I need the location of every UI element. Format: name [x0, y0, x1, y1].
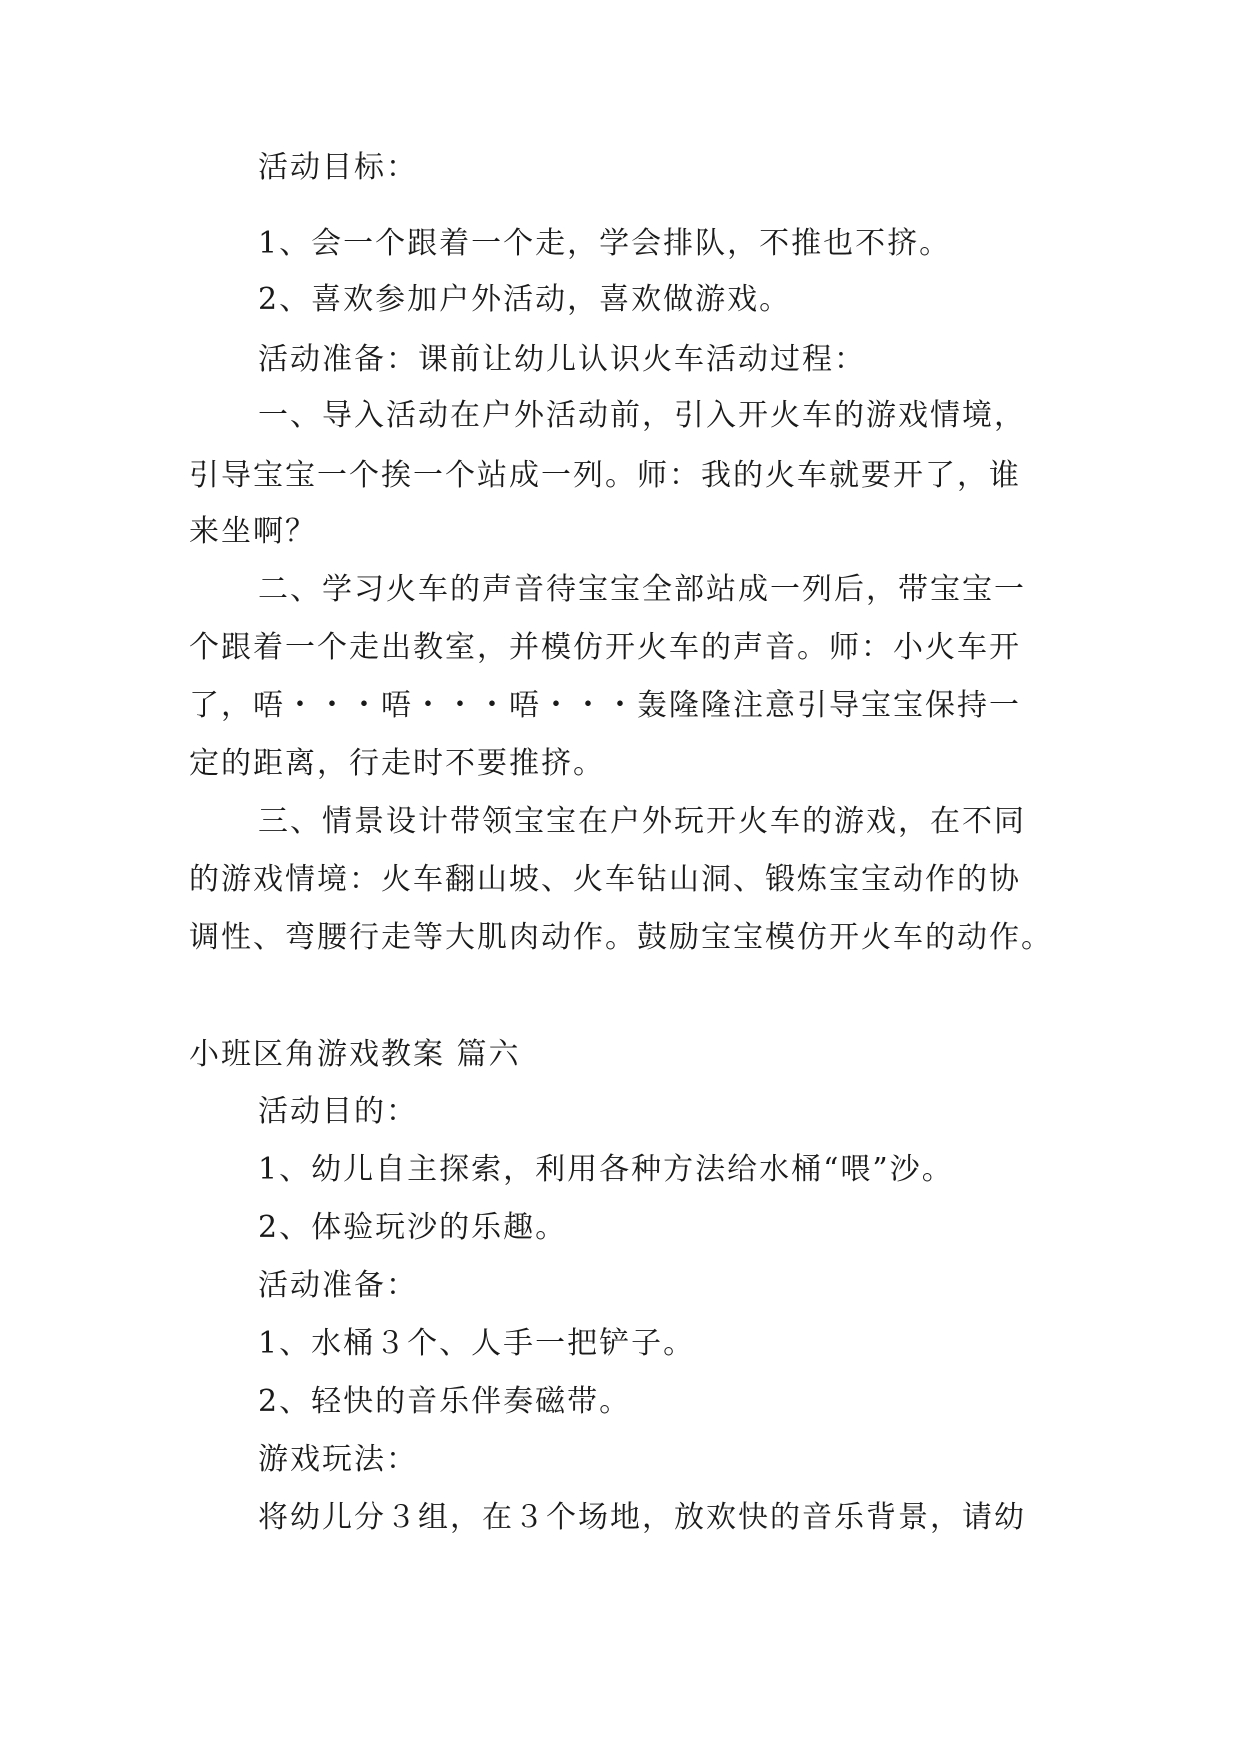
- purpose-item-2: 2、体验玩沙的乐趣。: [258, 1210, 568, 1245]
- step2-line: 二、学习火车的声音待宝宝全部站成一列后，带宝宝一: [258, 572, 1026, 607]
- step3-line: 的游戏情境：火车翻山坡、火车钻山洞、锻炼宝宝动作的协: [189, 862, 1021, 897]
- section-title: 小班区角游戏教案 篇六: [189, 1037, 521, 1072]
- step2-line: 定的距离，行走时不要推挤。: [189, 746, 605, 781]
- play-line: 将幼儿分３组，在３个场地，放欢快的音乐背景，请幼: [258, 1500, 1026, 1535]
- goal-heading: 活动目标：: [258, 150, 418, 185]
- step2-line: 了，唔・・・唔・・・唔・・・轰隆隆注意引导宝宝保持一: [189, 688, 1021, 723]
- prep-item-1: 1、水桶３个、人手一把铲子。: [258, 1326, 696, 1361]
- play-heading: 游戏玩法：: [258, 1442, 418, 1477]
- purpose-heading: 活动目的：: [258, 1094, 418, 1129]
- step3-line: 调性、弯腰行走等大肌肉动作。鼓励宝宝模仿开火车的动作。: [189, 920, 1053, 955]
- purpose-item-1: 1、幼儿自主探索，利用各种方法给水桶“喂”沙。: [258, 1152, 954, 1187]
- step2-line: 个跟着一个走出教室，并模仿开火车的声音。师：小火车开: [189, 630, 1021, 665]
- prep-heading: 活动准备：: [258, 1268, 418, 1303]
- prep-item-2: 2、轻快的音乐伴奏磁带。: [258, 1384, 632, 1419]
- step1-line: 引导宝宝一个挨一个站成一列。师：我的火车就要开了，谁: [189, 458, 1021, 493]
- goal-item-1: 1、会一个跟着一个走，学会排队，不推也不挤。: [258, 226, 952, 261]
- step3-line: 三、情景设计带领宝宝在户外玩开火车的游戏，在不同: [258, 804, 1026, 839]
- goal-item-2: 2、喜欢参加户外活动，喜欢做游戏。: [258, 282, 792, 317]
- step1-line: 来坐啊？: [189, 514, 317, 549]
- step1-line: 一、导入活动在户外活动前，引入开火车的游戏情境，: [258, 398, 1026, 433]
- prep-paragraph: 活动准备：课前让幼儿认识火车活动过程：: [258, 342, 866, 377]
